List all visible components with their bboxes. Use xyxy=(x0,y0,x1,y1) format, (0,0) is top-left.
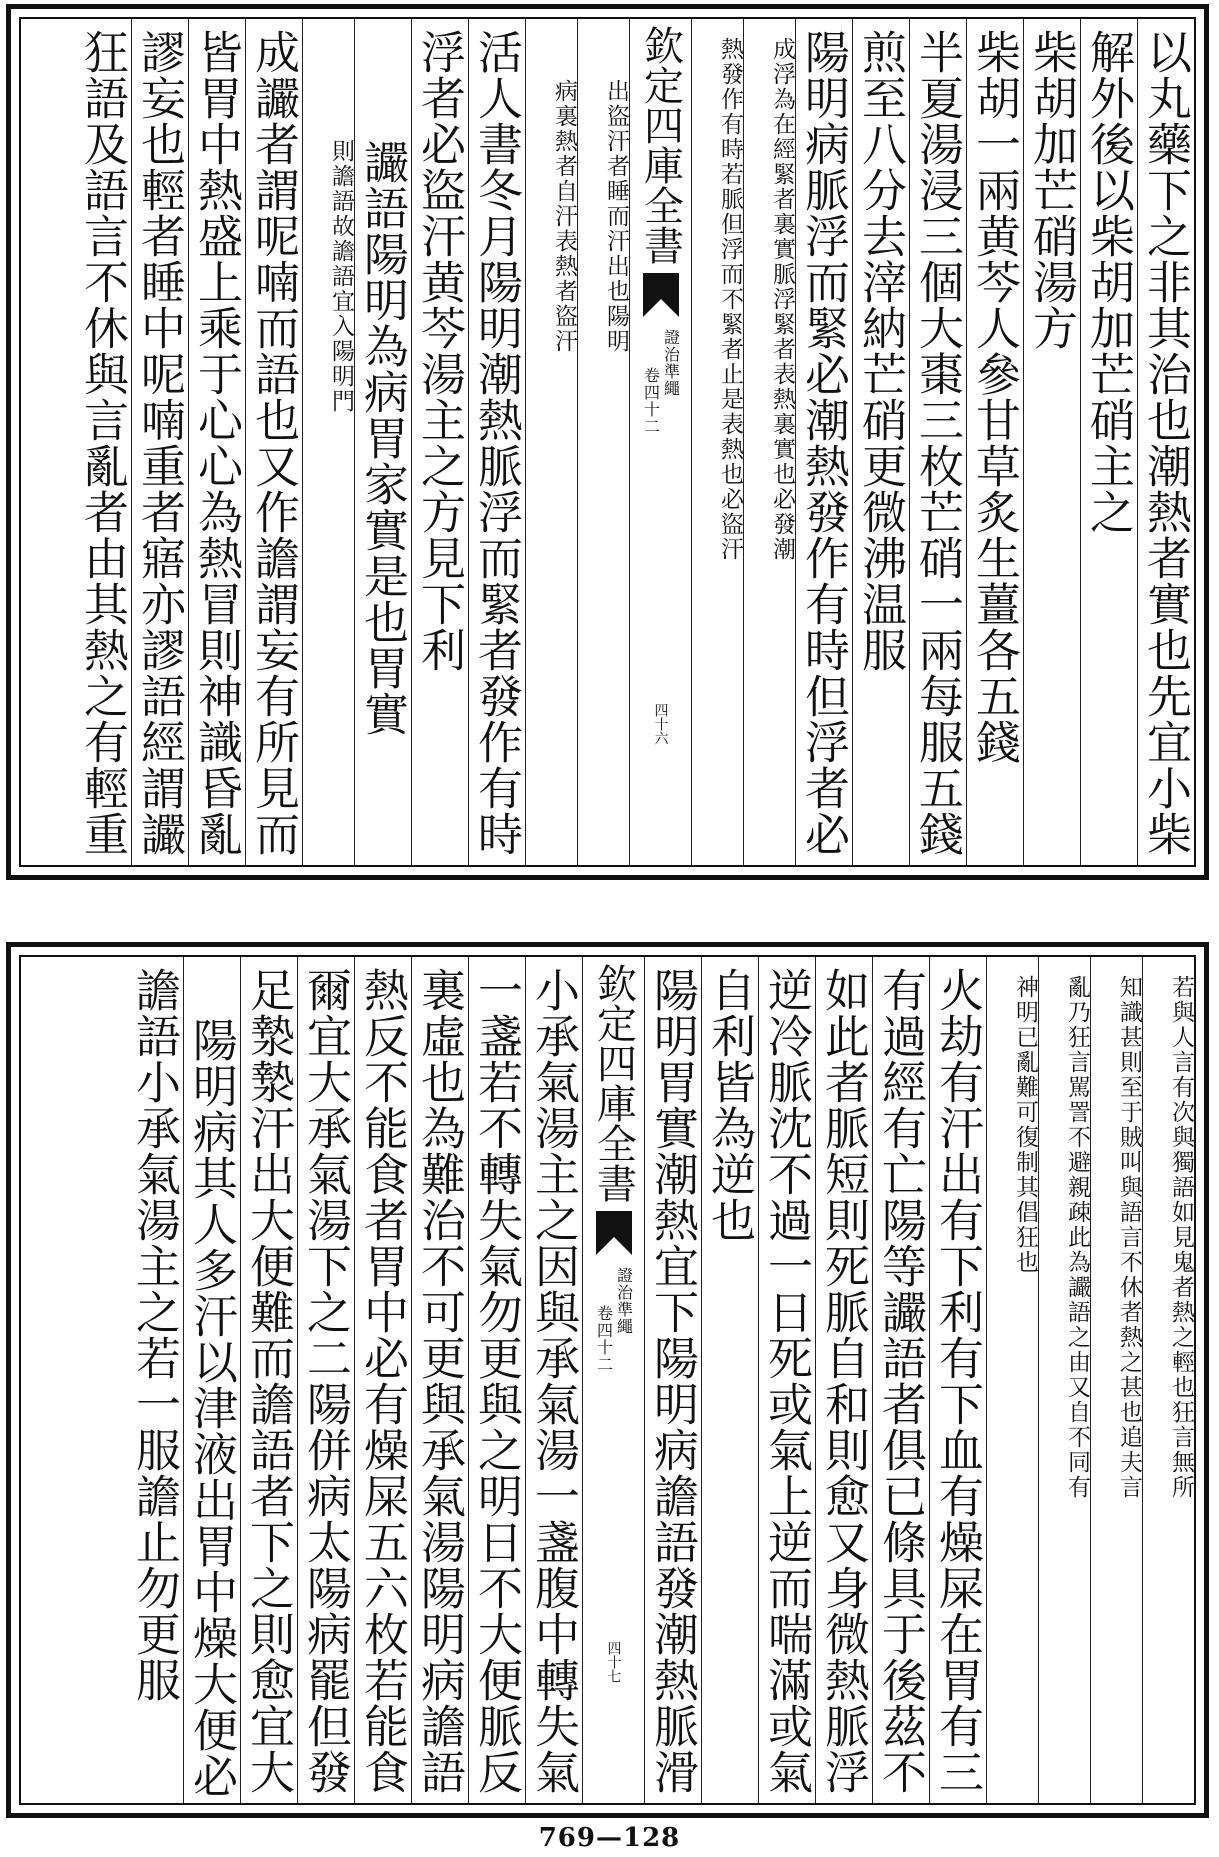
text-column: 解外後以柴胡加芒硝主之 xyxy=(1080,19,1137,865)
commentary-column: 熱發作有時若脈但浮而不緊者止是表熱也必盜汗 xyxy=(691,19,743,865)
spine-subtitle xyxy=(594,1257,634,1373)
text-column: 皆胃中熱盛上乘于心心為熱冒則神識昏亂 xyxy=(188,19,245,865)
volume-number: 卷四十二 xyxy=(641,367,661,435)
text-column: 如此者脈短則死脈自和則愈又身微熱脈浮 xyxy=(815,957,872,1803)
text-column: 小承氣湯主之因與承氣湯一盞腹中轉失氣 xyxy=(525,957,582,1803)
text-column: 陽明病其人多汗以津液出胃中燥大便必 xyxy=(183,957,240,1803)
text-column: 柴胡一兩黄芩人參甘草炙生薑各五錢 xyxy=(966,19,1023,865)
text-column: 有過經有亡陽等讝語者俱已條具于後茲不 xyxy=(872,957,929,1803)
text-column: 熱反不能食者胃中必有燥屎五六枚若能食 xyxy=(354,957,411,1803)
text-column: 逆冷脈沈不過一日死或氣上逆而喘滿或氣 xyxy=(758,957,815,1803)
commentary-column: 成浮為在經緊者裏實脈浮緊者表熱裏實也必發潮 xyxy=(743,19,795,865)
fishtail-mark-icon xyxy=(641,271,681,319)
text-column: 譫語小承氣湯主之若一服譫止勿更服 xyxy=(128,967,181,1703)
leaf-number: 四十六 xyxy=(652,703,669,745)
book-spine xyxy=(582,957,644,1803)
text-column: 陽明病脈浮而緊必潮熱發作有時但浮者必 xyxy=(795,19,852,865)
text-column: 狂語及語言不休與言亂者由其熱之有輕重 xyxy=(76,29,129,857)
text-column: 謬妄也輕者睡中呢喃重者寤亦謬語經謂讝 xyxy=(131,19,188,865)
text-column: 柴胡加芒硝湯方 xyxy=(1023,19,1080,865)
text-column: 煎至八分去滓納芒硝更微沸温服 xyxy=(852,19,909,865)
fishtail-mark-icon xyxy=(594,1209,634,1257)
text-column: 浮者必盜汗黄芩湯主之方見下利 xyxy=(411,19,468,865)
text-column: 自利皆為逆也 xyxy=(701,957,758,1803)
commentary-column: 知識甚則至于賊叫與語言不休者熱之甚也追夫言 xyxy=(1090,957,1142,1803)
text-column: 一盞若不轉失氣勿更與之明日不大便脈反 xyxy=(468,957,525,1803)
text-column: 成讝者謂呢喃而語也又作譫謂妄有所見而 xyxy=(245,19,302,865)
top-page xyxy=(6,4,1209,880)
text-column: 半夏湯浸三個大棗三枚芒硝一兩每服五錢 xyxy=(909,19,966,865)
commentary-column: 出盜汗者睡而汗出也陽明 xyxy=(577,19,629,865)
top-page-frame xyxy=(19,17,1196,867)
text-column: 以丸藥下之非其治也潮熱者實也先宜小柴 xyxy=(1137,19,1194,865)
text-column: 火劫有汗出有下利有下血有燥屎在胃有三 xyxy=(929,957,986,1803)
bottom-page xyxy=(6,942,1209,1818)
bottom-page-frame xyxy=(19,955,1196,1805)
book-name: 證治準繩 xyxy=(661,329,681,397)
text-column: 陽明胃實潮熱宜下陽明病譫語發潮熱脈滑 xyxy=(644,957,701,1803)
text-column: 爾宜大承氣湯下之二陽併病太陽病罷但發 xyxy=(297,957,354,1803)
volume-number: 卷四十二 xyxy=(594,1305,614,1373)
spine-subtitle xyxy=(641,319,681,435)
book-title: 欽定四庫全書 xyxy=(590,963,637,1203)
text-column: 讝語陽明為病胃家實是也胃實 xyxy=(354,19,411,865)
text-column: 足漐漐汗出大便難而譫語者下之則愈宜大 xyxy=(240,957,297,1803)
book-title: 欽定四庫全書 xyxy=(637,25,684,265)
book-name: 證治準繩 xyxy=(614,1267,634,1335)
commentary-column: 病裏熱者自汗表熱者盜汗 xyxy=(525,19,577,865)
commentary-column: 神明已亂難可復制其倡狂也 xyxy=(986,957,1038,1803)
commentary-column: 亂乃狂言駡詈不避親疎此為讝語之由又自不同有 xyxy=(1038,957,1090,1803)
book-spine xyxy=(629,19,691,865)
text-column: 活人書冬月陽明潮熱脈浮而緊者發作有時 xyxy=(468,19,525,865)
commentary-column: 若與人言有次與獨語如見鬼者熱之輕也狂言無所 xyxy=(1142,957,1194,1803)
text-column: 裏虛也為難治不可更與承氣湯陽明病譫語 xyxy=(411,957,468,1803)
leaf-number: 四十七 xyxy=(605,1641,622,1683)
commentary-column: 則譫語故譫語宜入陽明門 xyxy=(302,19,354,865)
page-footer-number: 769—128 xyxy=(538,1823,681,1853)
